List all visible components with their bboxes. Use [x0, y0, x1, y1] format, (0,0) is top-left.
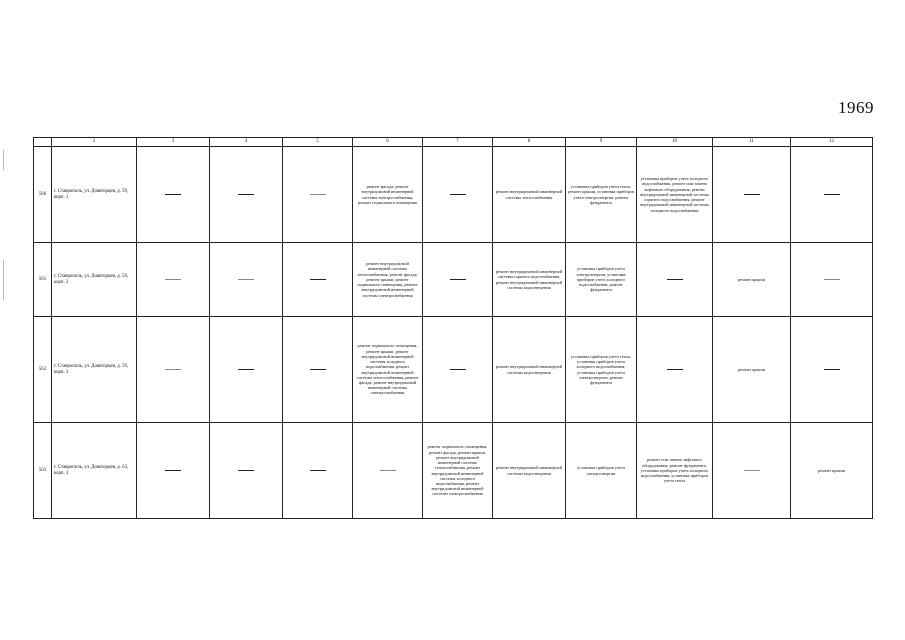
empty-cell — [423, 243, 493, 317]
dash-mark — [824, 279, 840, 280]
work-cell: ремонт внутридомовой инженерной системы теплоснабжения, ремонт фасада, ремонт крыши, ремонт подвального помещения, ремонт внутридомовой инженерной системы электроснабжения — [353, 243, 423, 317]
row-number: 560 — [34, 147, 52, 243]
empty-cell — [637, 243, 713, 317]
column-number: 8 — [493, 138, 566, 147]
column-number: 9 — [566, 138, 637, 147]
empty-cell — [283, 243, 353, 317]
work-cell: ремонт внутридомовой инженерной системы водоотведения — [493, 423, 566, 519]
row-number: 563 — [34, 423, 52, 519]
work-cell: ремонт крыши — [791, 423, 873, 519]
dash-mark — [450, 194, 466, 195]
work-cell: ремонт внутридомовой инженерной системы водоотведения — [493, 317, 566, 423]
column-number: 3 — [137, 138, 210, 147]
column-number: 6 — [353, 138, 423, 147]
dash-mark — [165, 194, 181, 195]
empty-cell — [283, 147, 353, 243]
empty-cell — [137, 317, 210, 423]
work-cell: ремонт фасада, ремонт внутридомовой инженерной системы электроснабжения, ремонт подвального помещения — [353, 147, 423, 243]
dash-mark — [165, 470, 181, 471]
empty-cell — [423, 317, 493, 423]
table-row — [34, 317, 873, 423]
dash-mark — [380, 470, 396, 471]
work-cell: ремонт внутридомовой инженерной системы горячего водоснабжения, ремонт внутридомовой инженерной системы водоотведения — [493, 243, 566, 317]
dash-mark — [824, 194, 840, 195]
column-number: 12 — [791, 138, 873, 147]
column-number: 11 — [713, 138, 791, 147]
row-number: 561 — [34, 243, 52, 317]
dash-mark — [450, 279, 466, 280]
column-number — [34, 138, 52, 147]
column-number: 5 — [283, 138, 353, 147]
row-number: 562 — [34, 317, 52, 423]
dash-mark — [667, 279, 683, 280]
empty-cell — [210, 317, 283, 423]
empty-cell — [210, 243, 283, 317]
table-row — [34, 147, 873, 243]
dash-mark — [824, 369, 840, 370]
dash-mark — [310, 194, 326, 195]
empty-cell — [423, 147, 493, 243]
empty-cell — [713, 423, 791, 519]
dash-mark — [165, 279, 181, 280]
dash-mark — [238, 470, 254, 471]
empty-cell — [791, 317, 873, 423]
scan-margin-mark — [3, 260, 4, 300]
work-cell: ремонт подвального помещения, ремонт крыши, ремонт внутридомовой инженерной системы холодного водоснабжения, ремонт внутридомовой инженерной системы теплоснабжения, ремонт фасада, ремонт внутридомовой инженерной системы электроснабжения — [353, 317, 423, 423]
column-number: 7 — [423, 138, 493, 147]
empty-cell — [637, 317, 713, 423]
address-cell: г. Ставрополь, ул. Доваторцев, д. 63, корп. 3 — [52, 423, 137, 519]
dash-mark — [450, 369, 466, 370]
dash-mark — [238, 194, 254, 195]
work-cell: ремонт внутридомовой инженерной системы теплоснабжения — [493, 147, 566, 243]
dash-mark — [744, 470, 760, 471]
table-row — [34, 243, 873, 317]
work-cell: ремонт или замена лифтового оборудования, ремонт фундамента, установка приборов учета холодного водоснабжения, установка приборов учета тепла — [637, 423, 713, 519]
work-cell: установка приборов учета холодного водоснабжения, ремонт или замена лифтового оборудования, ремонт внутридомовой инженерной системы горячего водоснабжения, ремонт внутридомовой инженерной системы холодного водоснабжения — [637, 147, 713, 243]
work-cell: установка приборов учета тепла, ремонт крыши, установка приборов учета электроэнергии, ремонт фундамента — [566, 147, 637, 243]
scan-margin-mark — [3, 150, 4, 170]
empty-cell — [283, 423, 353, 519]
dash-mark — [744, 194, 760, 195]
empty-cell — [713, 147, 791, 243]
empty-cell — [283, 317, 353, 423]
column-number-row — [34, 138, 873, 147]
work-cell: ремонт крыши — [713, 317, 791, 423]
dash-mark — [310, 279, 326, 280]
dash-mark — [310, 369, 326, 370]
work-cell: ремонт подвального помещения, ремонт фасада, ремонт крыши, ремонт внутридомовой инженерной системы теплоснабжения, ремонт внутридомовой инженерной системы холодного водоснабжения, ремонт внутридомовой инженерной системы электроснабжения — [423, 423, 493, 519]
dash-mark — [238, 369, 254, 370]
column-number: 10 — [637, 138, 713, 147]
dash-mark — [165, 369, 181, 370]
empty-cell — [137, 423, 210, 519]
empty-cell — [791, 243, 873, 317]
address-cell: г. Ставрополь, ул. Доваторцев, д. 59, корп. 3 — [52, 317, 137, 423]
empty-cell — [137, 243, 210, 317]
dash-mark — [310, 470, 326, 471]
empty-cell — [210, 423, 283, 519]
empty-cell — [791, 147, 873, 243]
table-row — [34, 423, 873, 519]
repair-schedule-table — [33, 137, 873, 519]
dash-mark — [667, 369, 683, 370]
work-cell: установка приборов учета тепла, установка приборов учета холодного водоснабжения, установка приборов учета электроэнергии, ремонт фундамента — [566, 317, 637, 423]
empty-cell — [353, 423, 423, 519]
dash-mark — [238, 279, 254, 280]
empty-cell — [210, 147, 283, 243]
work-cell: ремонт крыши — [713, 243, 791, 317]
column-number: 4 — [210, 138, 283, 147]
address-cell: г. Ставрополь, ул. Доваторцев, д. 59, корп. 2 — [52, 243, 137, 317]
page-number: 1969 — [838, 98, 874, 117]
work-cell: установка приборов учета электроэнергии — [566, 423, 637, 519]
empty-cell — [137, 147, 210, 243]
column-number: 2 — [52, 138, 137, 147]
work-cell: установка приборов учета электроэнергии, установка приборов учета холодного водоснабжения, ремонт фундамента — [566, 243, 637, 317]
address-cell: г. Ставрополь, ул. Доваторцев, д. 59, корп. 1 — [52, 147, 137, 243]
